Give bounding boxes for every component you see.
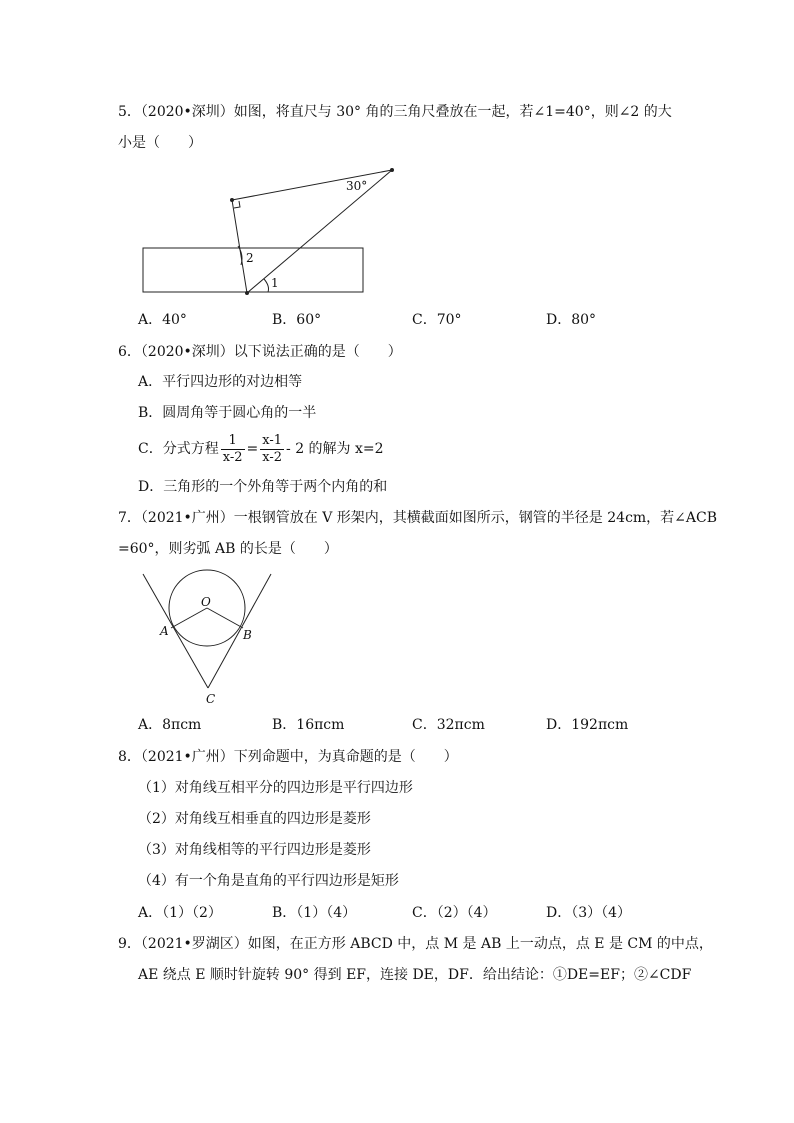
label-b: B [243, 628, 252, 642]
q5-figure [130, 160, 410, 305]
q8-option-c: C．（2）（4） [412, 905, 497, 921]
label-o: O [201, 595, 211, 609]
q7-option-d: D．192πcm [546, 717, 629, 733]
q6-option-b: B．圆周角等于圆心角的一半 [138, 405, 317, 421]
q5-option-d: D．80° [546, 312, 597, 328]
q7-option-b: B．16πcm [272, 717, 345, 733]
angle2-label: 2 [246, 251, 254, 265]
q6-option-c-prefix: C．分式方程 [138, 441, 219, 457]
right-angle-mark [234, 201, 240, 208]
q7-stem-line1: 7．（2021•广州）一根钢管放在 V 形架内，其横截面如图所示，钢管的半径是 24cm，若∠ACB [118, 510, 718, 526]
v-left-arm [143, 574, 208, 688]
q7-option-a: A．8πcm [138, 717, 202, 733]
q6-option-d: D．三角形的一个外角等于两个内角的和 [138, 479, 388, 495]
q8-item-3: （3）对角线相等的平行四边形是菱形 [138, 842, 371, 858]
triangle-side-left [232, 200, 247, 293]
q5-stem-line2: 小是（ ） [118, 135, 202, 151]
fraction-2-denominator: x-2 [262, 449, 283, 465]
fraction-2-numerator: x-1 [262, 432, 283, 448]
radius-oa [171, 608, 207, 628]
fraction-1-denominator: x-2 [222, 449, 243, 465]
q7-figure [135, 568, 285, 713]
triangle-side-top [232, 170, 392, 200]
label-c: C [206, 692, 216, 706]
q8-option-b: B．（1）（4） [272, 905, 357, 921]
q6-option-a: A．平行四边形的对边相等 [138, 374, 303, 390]
q8-item-4: （4）有一个角是直角的平行四边形是矩形 [138, 873, 399, 889]
q6-option-c-suffix: - 2 的解为 x=2 [286, 441, 384, 457]
fraction-2 [260, 433, 284, 466]
v-right-arm [208, 574, 271, 688]
q6-stem: 6．（2020•深圳）以下说法正确的是（ ） [118, 344, 402, 360]
fraction-1-numerator: 1 [221, 433, 245, 450]
q8-stem: 8．（2021•广州）下列命题中，为真命题的是（ ） [118, 749, 458, 765]
q8-option-d: D．（3）（4） [546, 905, 632, 921]
label-a: A [160, 624, 169, 638]
triangle-hypotenuse [247, 170, 392, 293]
vertex-bottom [245, 291, 249, 295]
q5-stem-line1: 5．（2020•深圳）如图，将直尺与 30° 角的三角尺叠放在一起，若∠1=40°，则∠2 的大 [118, 104, 672, 120]
q7-stem-line2: =60°，则劣弧 AB 的长是（ ） [118, 541, 338, 557]
q8-option-a: A．（1）（2） [138, 905, 222, 921]
fraction-1 [221, 433, 245, 466]
q8-item-1: （1）对角线互相平分的四边形是平行四边形 [138, 780, 413, 796]
q9-stem-line1: 9．（2021•罗湖区）如图，在正方形 ABCD 中，点 M 是 AB 上一动点，点 E 是 CM 的中点， [118, 936, 713, 952]
q5-option-b: B．60° [272, 312, 322, 328]
vertex-right-angle [230, 198, 234, 202]
q9-stem-line2: AE 绕点 E 顺时针旋转 90° 得到 EF，连接 DE，DF．给出结论：①DE=EF；②∠CDF [138, 967, 692, 983]
angle30-label: 30° [346, 179, 368, 193]
equals-sign: = [246, 441, 259, 457]
radius-ob [207, 608, 243, 628]
angle1-label: 1 [271, 276, 279, 290]
q6-option-c [138, 432, 384, 466]
vertex-30 [390, 168, 394, 172]
q5-option-c: C．70° [412, 312, 462, 328]
angle2-arc [238, 246, 242, 265]
q7-option-c: C．32πcm [412, 717, 485, 733]
q5-option-a: A．40° [138, 312, 187, 328]
angle1-arc [264, 279, 269, 292]
q8-item-2: （2）对角线互相垂直的四边形是菱形 [138, 811, 371, 827]
